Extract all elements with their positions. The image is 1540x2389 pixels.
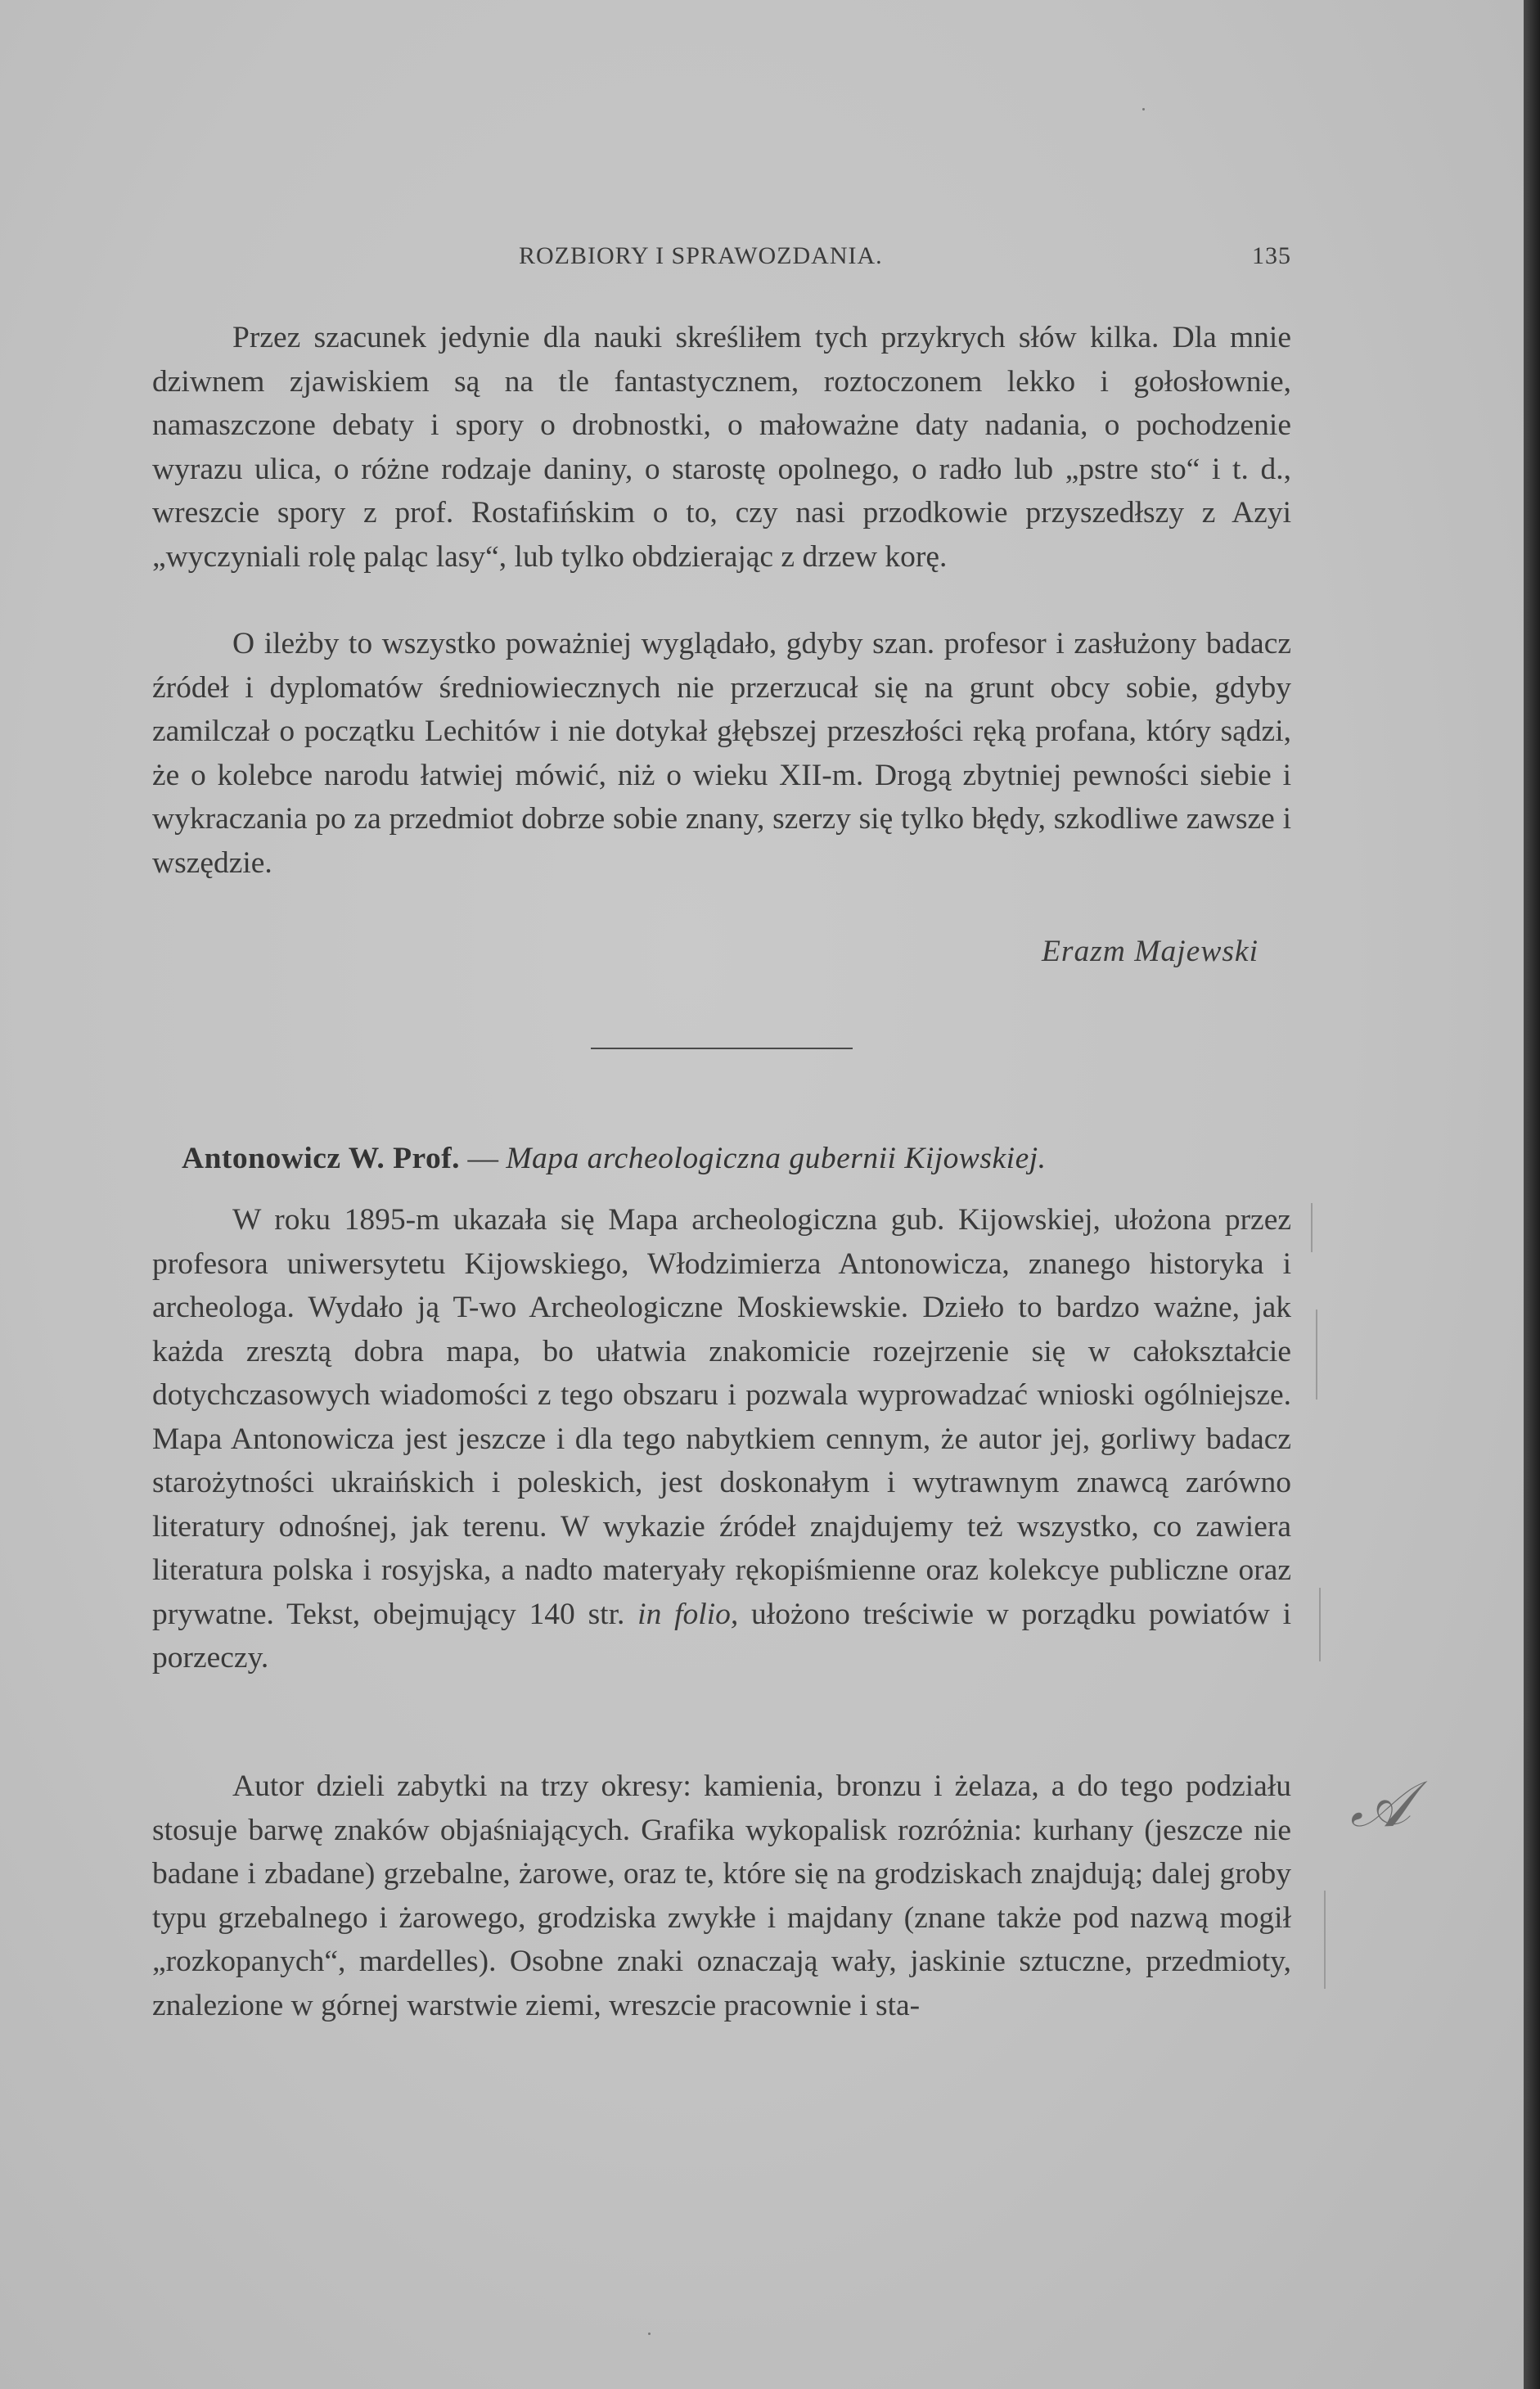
italic-term: in folio, xyxy=(637,1597,739,1631)
margin-pencil-line xyxy=(1316,1309,1317,1400)
paper-speck xyxy=(1142,108,1145,110)
page-number: 135 xyxy=(1252,242,1291,269)
paragraph-text-part: W roku 1895-m ukazała się Mapa archeologiczna gub. Kijowskiej, ułożona przez profesora uniwersytetu Kijowskiego, Włodzimierza Antonowicza, znanego historyka i archeologa. Wydało ją T-wo Archeologiczne Moskiewskie. Dzieło to bardzo ważne, jak każda zresztą dobra mapa, bo ułatwia znakomicie rozejrzenie się w całokształcie dotychczasowych wiadomości z tego obszaru i pozwala wyprowadzać wnioski ogólniejsze. Mapa Antonowicza jest jeszcze i dla tego nabytkiem cennym, że autor jej, gorliwy badacz starożytności ukraińskich i poleskich, jest doskonałym i wytrawnym znawcą zarówno literatury odnośnej, jak terenu. W wykazie źródeł znajdujemy też wszystko, co zawiera literatura polska i rosyjska, a nadto materyały rękopiśmienne oraz kolekcye publiczne oraz prywatne. Tekst, obejmujący 140 str. xyxy=(152,1203,1291,1631)
heading-dash: — xyxy=(460,1142,507,1175)
scan-edge xyxy=(1524,0,1540,2389)
margin-pencil-line xyxy=(1324,1891,1326,1989)
margin-pencil-line xyxy=(1319,1588,1321,1661)
paragraph-4 xyxy=(152,1765,1291,2027)
paragraph-text: Przez szacunek jedynie dla nauki skreśliłem tych przykrych słów kilka. Dla mnie dziwnem zjawiskiem są na tle fantastycznem, roztoczonem lekko i gołosłownie, namaszczone debaty i spory o drobnostki, o małoważne daty nadania, o pochodzenie wyrazu ulica, o różne rodzaje daniny, o starostę opolnego, o radło lub „pstre sto“ i t. d., wreszcie spory z prof. Rostafińskim o to, czy nasi przodkowie przyszedłszy z Azyi „wyczyniali rolę paląc lasy“, lub tylko obdzierając z drzew korę. xyxy=(152,321,1291,574)
paper-speck xyxy=(648,2333,651,2335)
paragraph-1 xyxy=(152,316,1291,579)
paragraph-3 xyxy=(152,1198,1291,1680)
review-title: Mapa archeologiczna gubernii Kijowskiej. xyxy=(506,1142,1047,1175)
paragraph-text-part: ułożono treściwie w porządku powiatów i porzeczy. xyxy=(152,1597,1291,1675)
author-signature: Erazm Majewski xyxy=(1041,935,1259,968)
margin-pencil-line xyxy=(1311,1203,1313,1252)
paragraph-text: Autor dzieli zabytki na trzy okresy: kamienia, bronzu i żelaza, a do tego podziału stosuje barwę znaków objaśniających. Grafika wykopalisk rozróżnia: kurhany (jeszcze nie badane i zbadane) grzebalne, żarowe, oraz te, które się na grodziskach znajdują; dalej groby typu grzebalnego i żarowego, grodziska zwykłe i majdany (znane także pod nazwą mogił „rozkopanych“, mardelles). Osobne znaki oznaczają wały, jaskinie sztuczne, przedmioty, znalezione w górnej warstwie ziemi, wreszcie pracownie i sta- xyxy=(152,1769,1291,2022)
running-title: ROZBIORY I SPRAWOZDANIA. xyxy=(519,242,883,269)
handwritten-margin-mark: 𝒜 xyxy=(1350,1768,1411,1841)
section-divider xyxy=(591,1048,853,1049)
review-heading xyxy=(182,1141,1047,1176)
review-author: Antonowicz W. Prof. xyxy=(182,1142,461,1175)
paragraph-text xyxy=(152,1198,1291,1680)
paragraph-2 xyxy=(152,622,1291,885)
paragraph-text: O ileżby to wszystko poważniej wyglądało, gdyby szan. profesor i zasłużony badacz źródeł i dyplomatów średniowiecznych nie przerzucał się na grunt obcy sobie, gdyby zamilczał o początku Lechitów i nie dotykał głębszej przeszłości ręką profana, który sądzi, że o kolebce narodu łatwiej mówić, niż o wieku XII-m. Drogą zbytniej pewności siebie i wykraczania po za przedmiot dobrze sobie znany, szerzy się tylko błędy, szkodliwe zawsze i wszędzie. xyxy=(152,627,1291,880)
